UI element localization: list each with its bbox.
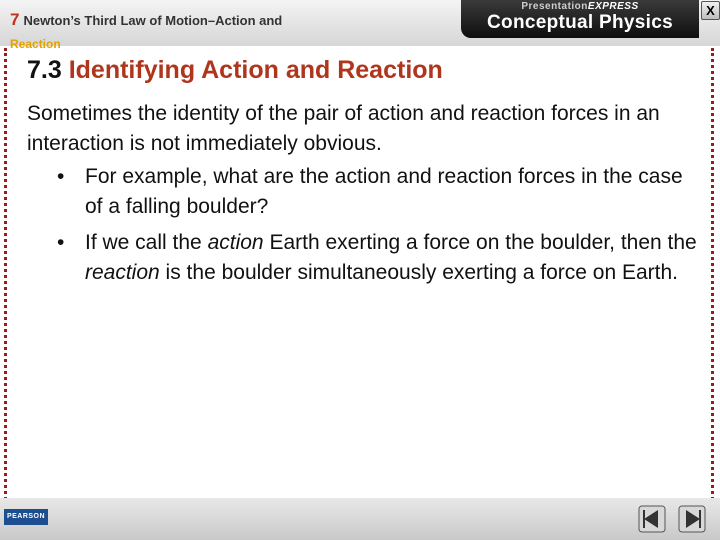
bullet-item	[57, 162, 697, 222]
close-button[interactable]: X	[701, 1, 720, 20]
dotted-border-left	[4, 48, 7, 506]
brand-title: Conceptual Physics	[487, 12, 673, 33]
bullet-text: If we call the action Earth exerting a force on the boulder, then the reaction is the boulder simultaneously exerting a force on Earth.	[85, 231, 697, 284]
chapter-heading	[10, 10, 340, 51]
bullet-text: For example, what are the action and reaction forces in the case of a falling boulder?	[85, 165, 683, 218]
bullet-dot: •	[57, 165, 65, 188]
dotted-border-right	[711, 48, 714, 506]
brand-banner	[461, 0, 699, 38]
bullet-list	[57, 162, 697, 294]
publisher-logo: PEARSON	[4, 509, 48, 525]
chapter-title-continued: Reaction	[10, 37, 61, 51]
section-number: 7.3	[27, 56, 62, 84]
bullet-dot: •	[57, 231, 65, 254]
previous-arrow-icon	[638, 505, 666, 533]
intro-paragraph: Sometimes the identity of the pair of action and reaction forces in an interaction is not immediately obvious.	[27, 102, 660, 155]
section-title: Identifying Action and Reaction	[68, 56, 443, 84]
next-slide-button[interactable]	[678, 505, 706, 533]
chapter-title: Newton’s Third Law of Motion–Action and	[23, 13, 283, 28]
next-arrow-icon	[678, 505, 706, 533]
chapter-number: 7	[10, 10, 20, 29]
previous-slide-button[interactable]	[638, 505, 666, 533]
footer-bar	[0, 498, 720, 540]
header-bar	[0, 0, 720, 51]
slide-title	[27, 56, 443, 85]
brand-tagline: PresentationEXPRESS	[521, 1, 639, 12]
bullet-item	[57, 228, 697, 288]
